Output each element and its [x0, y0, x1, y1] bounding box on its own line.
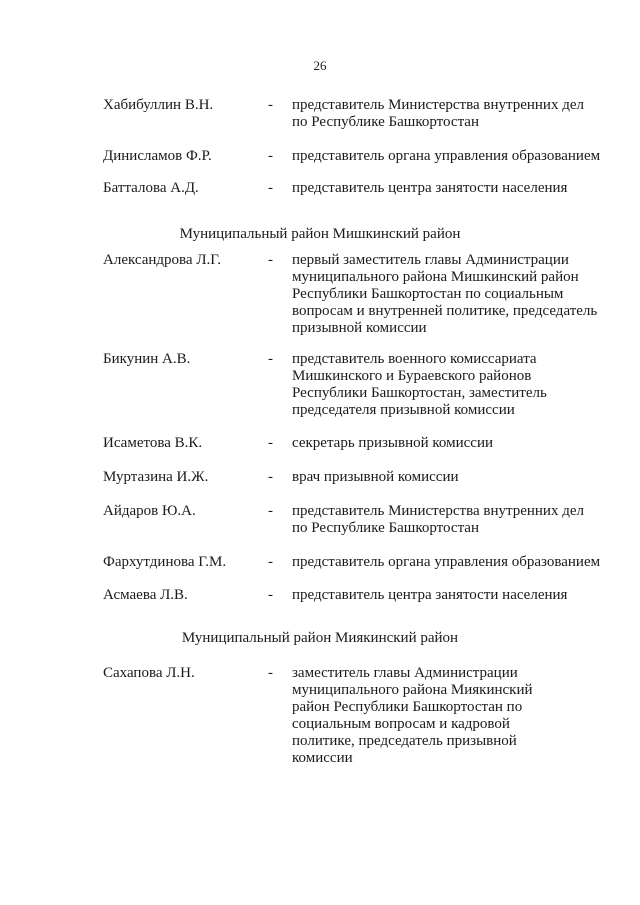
member-name: Фархутдинова Г.М. — [103, 554, 227, 570]
page-number: 26 — [313, 58, 327, 73]
member-name: Бикунин А.В. — [103, 351, 191, 367]
member-role: представитель органа управления образованием — [292, 554, 601, 570]
member-dash: - — [268, 587, 273, 603]
member-role: первый заместитель главы Администрации муниципального района Мишкинский район Республики Башкортостан по социальным вопросам и внутренней политике, председатель призывной комиссии — [292, 252, 598, 336]
member-name: Александрова Л.Г. — [103, 252, 221, 268]
member-dash: - — [268, 97, 273, 113]
section-heading: Муниципальный район Мишкинский район — [179, 226, 461, 242]
member-name: Асмаева Л.В. — [103, 587, 188, 603]
member-role: представитель центра занятости населения — [292, 180, 568, 196]
member-role: врач призывной комиссии — [292, 469, 459, 485]
member-name: Батталова А.Д. — [103, 180, 199, 196]
member-role: представитель военного комиссариата Мишкинского и Бураевского районов Республики Башкортостан, заместитель председателя призывной комиссии — [292, 351, 547, 418]
member-name: Сахапова Л.Н. — [103, 665, 195, 681]
member-name: Исаметова В.К. — [103, 435, 203, 451]
member-name: Динисламов Ф.Р. — [103, 148, 212, 164]
member-dash: - — [268, 351, 273, 367]
member-dash: - — [268, 469, 273, 485]
member-name: Хабибуллин В.Н. — [103, 97, 214, 113]
section-heading: Муниципальный район Миякинский район — [181, 630, 459, 646]
member-role: представитель органа управления образованием — [292, 148, 601, 164]
member-name: Айдаров Ю.А. — [103, 503, 196, 519]
member-dash: - — [268, 435, 273, 451]
member-role: представитель Министерства внутренних дел по Республике Башкортостан — [292, 97, 584, 130]
member-dash: - — [268, 665, 273, 681]
member-role: представитель Министерства внутренних дел по Республике Башкортостан — [292, 503, 584, 536]
member-role: представитель центра занятости населения — [292, 587, 568, 603]
member-dash: - — [268, 252, 273, 268]
member-dash: - — [268, 180, 273, 196]
member-dash: - — [268, 503, 273, 519]
member-name: Муртазина И.Ж. — [103, 469, 209, 485]
member-role: секретарь призывной комиссии — [292, 435, 494, 451]
member-role: заместитель главы Администрации муниципального района Миякинский район Республики Башкортостан по социальным вопросам и кадровой политике, председатель призывной комиссии — [292, 665, 533, 766]
member-dash: - — [268, 148, 273, 164]
member-dash: - — [268, 554, 273, 570]
